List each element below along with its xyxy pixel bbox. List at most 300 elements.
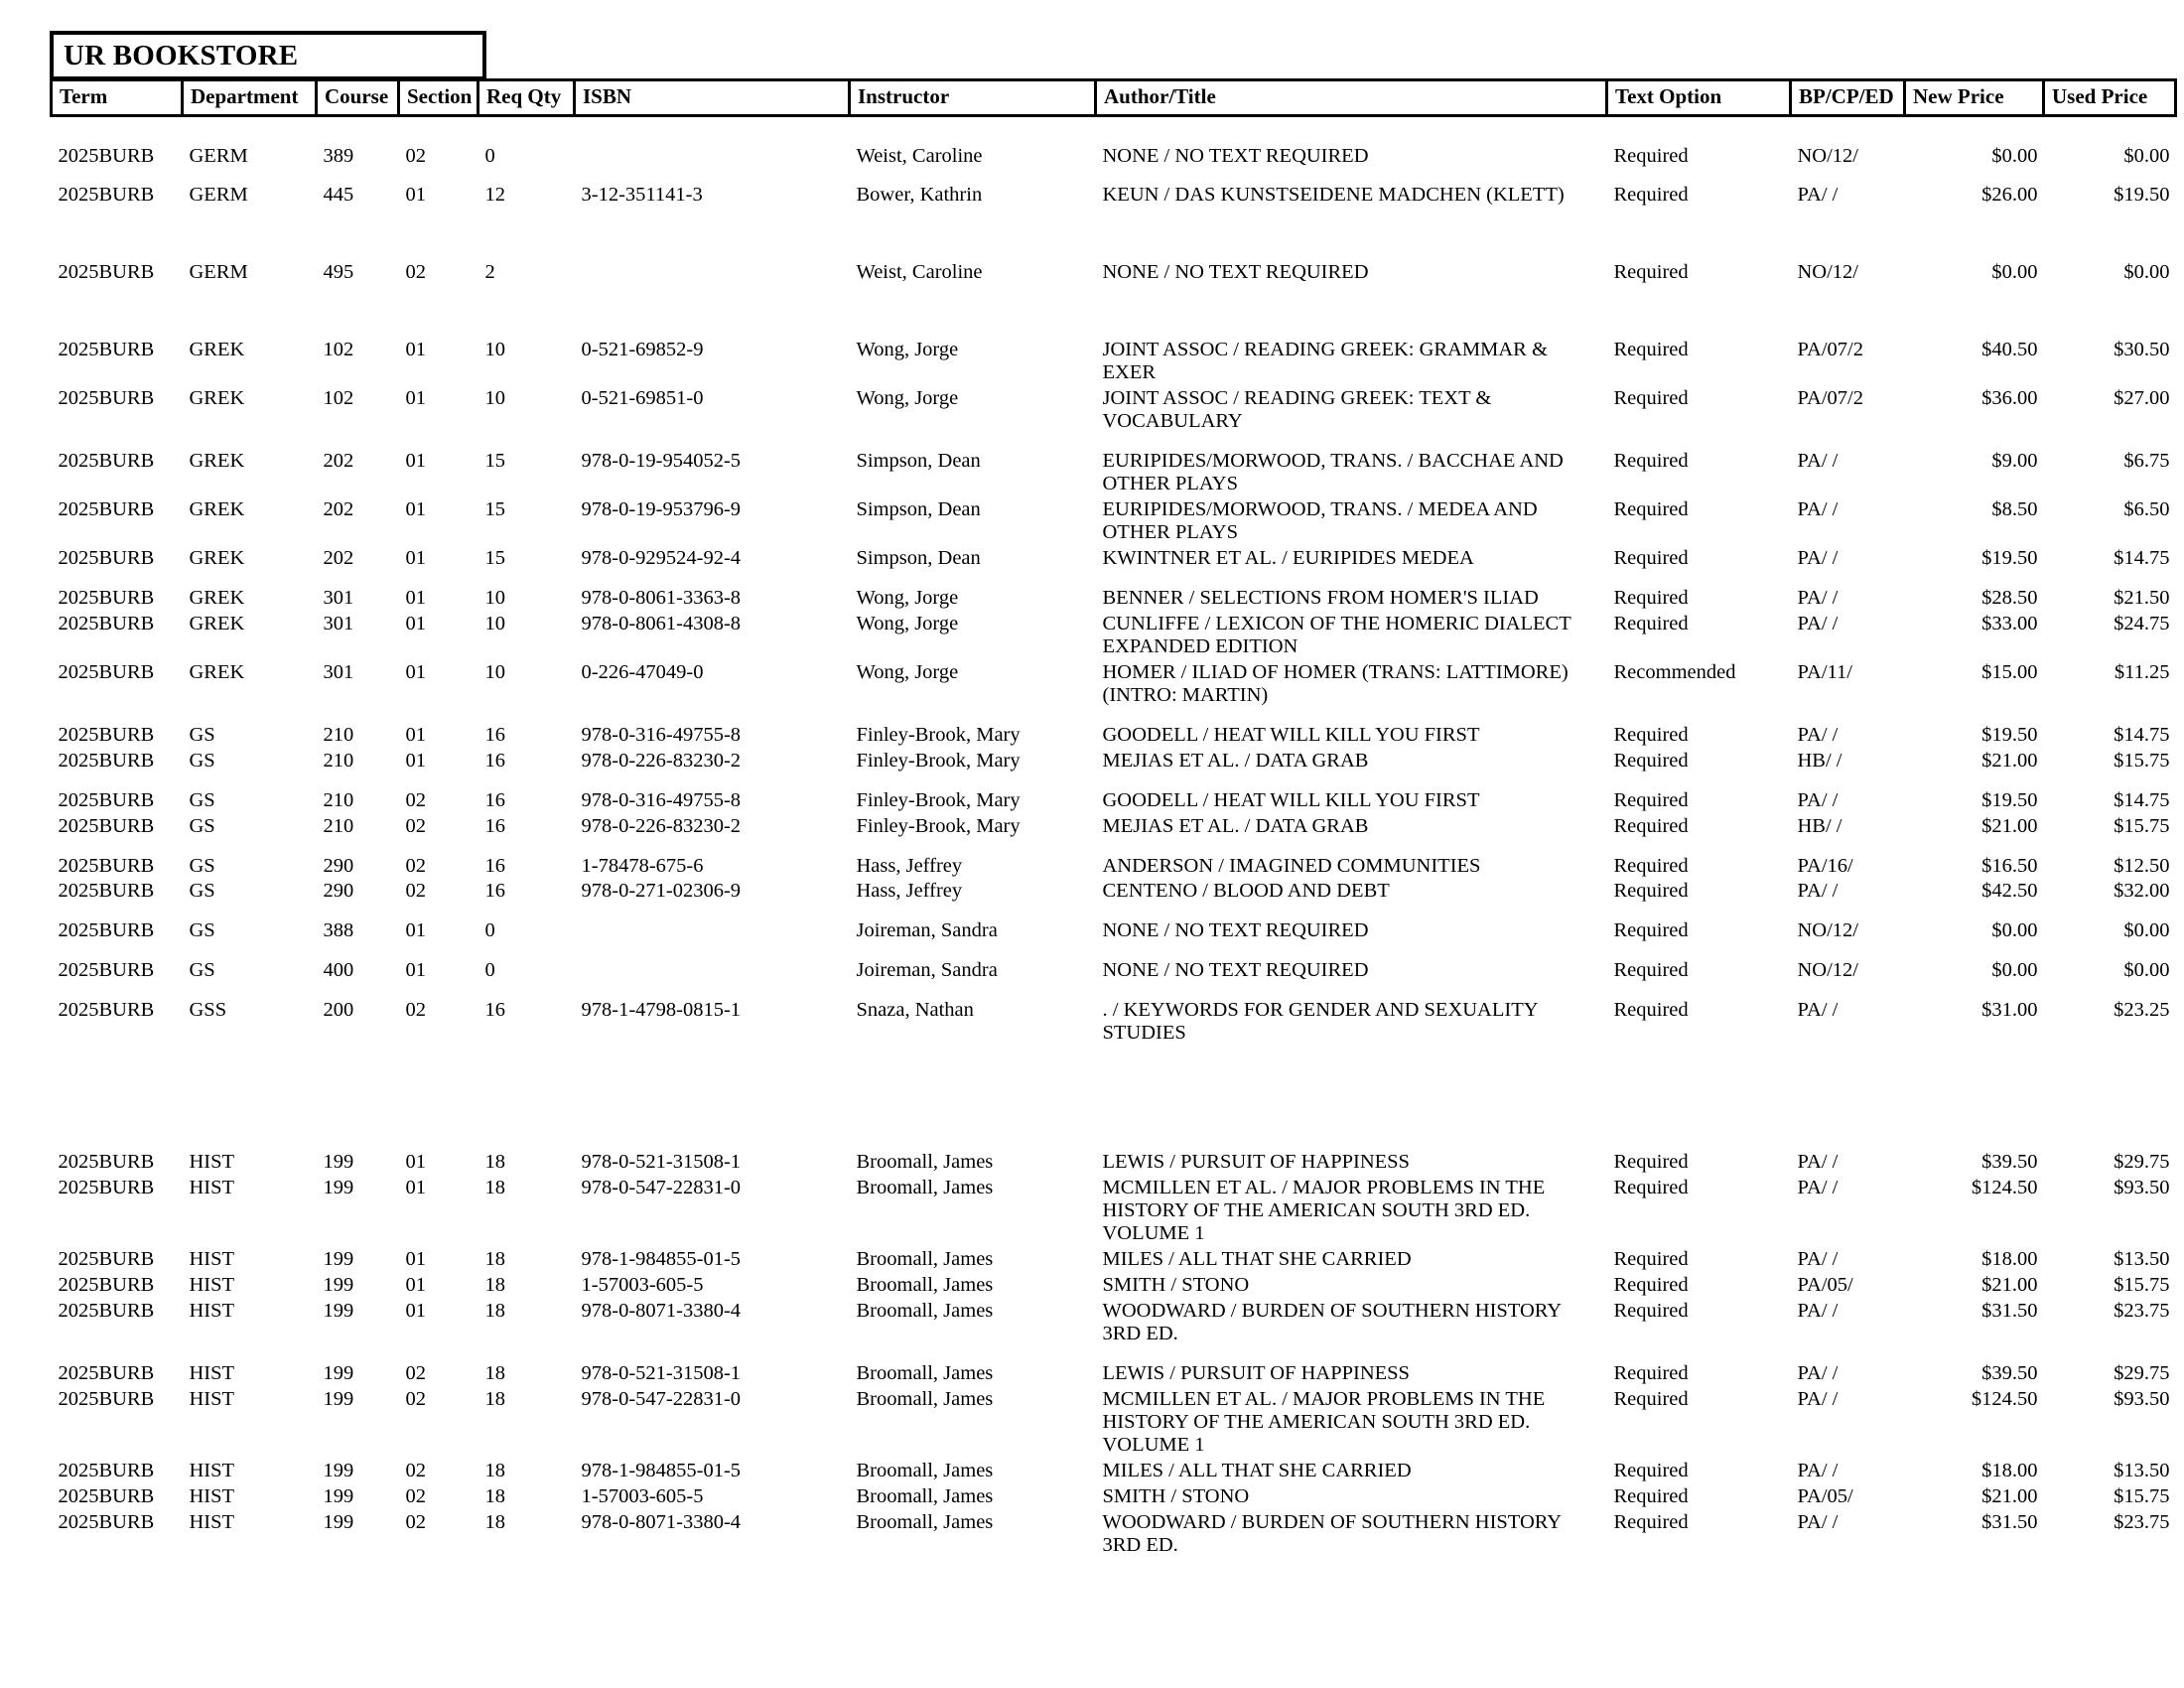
cell-author-title: HOMER / ILIAD OF HOMER (TRANS: LATTIMORE) (INTRO: MARTIN) [1102, 660, 1569, 706]
table-row [52, 916, 2176, 942]
cell-used-price: $14.75 [2114, 723, 2170, 746]
cell-department: GS [189, 749, 215, 772]
row-spacer [52, 433, 2176, 447]
cell-req-qty: 18 [484, 1361, 505, 1384]
cell-text-option: Required [1613, 586, 1689, 609]
cell-instructor: Simpson, Dean [856, 546, 981, 569]
cell-instructor: Wong, Jorge [856, 387, 959, 410]
cell-course: 202 [323, 546, 354, 569]
cell-bp-cp-ed: PA/ / [1797, 1151, 1839, 1174]
row-spacer-cell [52, 903, 2176, 916]
cell-used-price: $0.00 [2123, 144, 2170, 167]
table-row [52, 1271, 2176, 1297]
cell-author-title: JOINT ASSOC / READING GREEK: GRAMMAR & EXER [1102, 339, 1548, 384]
cell-term: 2025BURB [58, 919, 155, 942]
cell-isbn [575, 142, 850, 168]
cell-isbn: 978-1-984855-01-5 [581, 1459, 742, 1481]
cell-department: GS [189, 919, 215, 942]
cell-instructor: Joireman, Sandra [856, 959, 998, 982]
cell-bp-cp-ed: PA/ / [1797, 546, 1839, 569]
cell-author-title: CUNLIFFE / LEXICON OF THE HOMERIC DIALECT EXPANDED EDITION [1102, 612, 1571, 657]
cell-author-title: GOODELL / HEAT WILL KILL YOU FIRST [1102, 788, 1480, 811]
cell-req-qty: 10 [484, 586, 505, 609]
cell-instructor: Joireman, Sandra [856, 919, 998, 942]
cell-section: 01 [405, 450, 426, 473]
cell-course: 210 [323, 749, 354, 772]
cell-req-qty: 10 [484, 612, 505, 634]
cell-department: HIST [189, 1387, 235, 1410]
cell-section: 02 [405, 999, 426, 1022]
cell-term: 2025BURB [58, 1299, 155, 1322]
cell-term: 2025BURB [58, 450, 155, 473]
cell-department: GERM [189, 184, 248, 207]
cell-term: 2025BURB [58, 1510, 155, 1533]
cell-text-option: Required [1613, 1361, 1689, 1384]
cell-department: GREK [189, 450, 245, 473]
cell-term: 2025BURB [58, 546, 155, 569]
cell-term: 2025BURB [58, 1361, 155, 1384]
cell-department: GREK [189, 387, 245, 410]
row-spacer [52, 116, 2176, 142]
cell-req-qty: 18 [484, 1459, 505, 1481]
cell-author-title: JOINT ASSOC / READING GREEK: TEXT & VOCABULARY [1102, 387, 1492, 433]
table-row [52, 1482, 2176, 1508]
cell-author-title: . / KEYWORDS FOR GENDER AND SEXUALITY STUDIES [1102, 999, 1538, 1045]
row-spacer [52, 1045, 2176, 1148]
cell-author-title: LEWIS / PURSUIT OF HAPPINESS [1102, 1151, 1410, 1174]
cell-text-option: Required [1613, 1387, 1689, 1410]
cell-text-option: Required [1613, 1248, 1689, 1271]
cell-used-price: $29.75 [2114, 1151, 2170, 1174]
cell-used-price: $15.75 [2114, 814, 2170, 837]
cell-new-price: $31.00 [1981, 999, 2038, 1022]
column-header-isbn: ISBN [575, 80, 850, 116]
cell-text-option: Required [1613, 387, 1689, 410]
cell-author-title: ANDERSON / IMAGINED COMMUNITIES [1102, 854, 1481, 877]
cell-isbn: 1-57003-605-5 [581, 1274, 704, 1296]
cell-req-qty: 18 [484, 1484, 505, 1507]
cell-req-qty: 16 [484, 880, 505, 903]
cell-bp-cp-ed: PA/16/ [1797, 854, 1853, 877]
row-spacer-cell [52, 116, 2176, 142]
row-spacer-cell [52, 942, 2176, 956]
textbook-adoption-table [50, 78, 2177, 1556]
cell-department: HIST [189, 1151, 235, 1174]
cell-used-price: $15.75 [2114, 1484, 2170, 1507]
cell-term: 2025BURB [58, 1151, 155, 1174]
cell-req-qty: 18 [484, 1510, 505, 1533]
cell-text-option: Required [1613, 1510, 1689, 1533]
cell-text-option: Required [1613, 498, 1689, 521]
row-spacer [52, 570, 2176, 584]
cell-section: 01 [405, 1274, 426, 1296]
cell-isbn: 978-0-316-49755-8 [581, 788, 742, 811]
cell-instructor: Finley-Brook, Mary [856, 814, 1021, 837]
cell-text-option: Required [1613, 880, 1689, 903]
cell-author-title: MILES / ALL THAT SHE CARRIED [1102, 1459, 1412, 1481]
cell-term: 2025BURB [58, 723, 155, 746]
cell-used-price: $6.75 [2123, 450, 2170, 473]
cell-bp-cp-ed: NO/12/ [1797, 261, 1858, 284]
row-spacer-cell [52, 773, 2176, 786]
row-spacer-cell [52, 207, 2176, 258]
cell-text-option: Required [1613, 723, 1689, 746]
cell-term: 2025BURB [58, 1387, 155, 1410]
cell-section: 02 [405, 880, 426, 903]
cell-text-option: Required [1613, 546, 1689, 569]
cell-new-price: $31.50 [1981, 1299, 2038, 1322]
cell-req-qty: 18 [484, 1387, 505, 1410]
cell-isbn: 978-0-521-31508-1 [581, 1361, 742, 1384]
row-spacer [52, 838, 2176, 852]
cell-instructor: Broomall, James [856, 1299, 994, 1322]
cell-bp-cp-ed: PA/ / [1797, 498, 1839, 521]
cell-isbn: 3-12-351141-3 [581, 184, 703, 207]
cell-text-option: Required [1613, 1484, 1689, 1507]
cell-bp-cp-ed: PA/ / [1797, 880, 1839, 903]
cell-used-price: $15.75 [2114, 749, 2170, 772]
cell-author-title: NONE / NO TEXT REQUIRED [1102, 959, 1369, 982]
row-spacer [52, 707, 2176, 721]
cell-text-option: Required [1613, 854, 1689, 877]
cell-used-price: $27.00 [2114, 387, 2170, 410]
cell-used-price: $23.25 [2114, 999, 2170, 1022]
cell-bp-cp-ed: PA/05/ [1797, 1484, 1853, 1507]
cell-course: 290 [323, 854, 354, 877]
column-header-author-title: Author/Title [1096, 80, 1607, 116]
cell-isbn: 978-0-8061-3363-8 [581, 586, 742, 609]
cell-department: HIST [189, 1459, 235, 1481]
cell-department: GREK [189, 586, 245, 609]
table-row [52, 658, 2176, 707]
cell-course: 199 [323, 1151, 354, 1174]
cell-author-title: EURIPIDES/MORWOOD, TRANS. / BACCHAE AND OTHER PLAYS [1102, 450, 1564, 495]
cell-instructor: Finley-Brook, Mary [856, 788, 1021, 811]
cell-new-price: $36.00 [1981, 387, 2038, 410]
cell-course: 400 [323, 959, 354, 982]
cell-term: 2025BURB [58, 1484, 155, 1507]
cell-isbn: 978-0-19-953796-9 [581, 498, 742, 521]
cell-course: 199 [323, 1248, 354, 1271]
cell-bp-cp-ed: PA/ / [1797, 1387, 1839, 1410]
table-row [52, 584, 2176, 610]
cell-department: HIST [189, 1177, 235, 1199]
row-spacer [52, 1345, 2176, 1359]
cell-text-option: Required [1613, 1177, 1689, 1199]
cell-isbn: 978-0-8071-3380-4 [581, 1510, 742, 1533]
cell-author-title: CENTENO / BLOOD AND DEBT [1102, 880, 1390, 903]
cell-isbn: 978-0-8071-3380-4 [581, 1299, 742, 1322]
cell-used-price: $12.50 [2114, 854, 2170, 877]
cell-term: 2025BURB [58, 184, 155, 207]
table-row [52, 1508, 2176, 1557]
cell-term: 2025BURB [58, 387, 155, 410]
cell-req-qty: 12 [484, 184, 505, 207]
row-spacer-cell [52, 433, 2176, 447]
cell-used-price: $0.00 [2123, 261, 2170, 284]
table-row [52, 747, 2176, 773]
cell-instructor: Wong, Jorge [856, 339, 959, 361]
cell-used-price: $19.50 [2114, 184, 2170, 207]
cell-instructor: Broomall, James [856, 1361, 994, 1384]
cell-bp-cp-ed: PA/11/ [1797, 660, 1852, 683]
cell-section: 02 [405, 1361, 426, 1384]
table-row [52, 384, 2176, 433]
cell-req-qty: 16 [484, 788, 505, 811]
cell-req-qty: 10 [484, 387, 505, 410]
cell-new-price: $26.00 [1981, 184, 2038, 207]
cell-new-price: $0.00 [1991, 261, 2038, 284]
cell-section: 01 [405, 546, 426, 569]
row-spacer-cell [52, 982, 2176, 996]
cell-text-option: Required [1613, 1299, 1689, 1322]
cell-text-option: Required [1613, 814, 1689, 837]
cell-author-title: LEWIS / PURSUIT OF HAPPINESS [1102, 1361, 1410, 1384]
cell-text-option: Required [1613, 959, 1689, 982]
cell-isbn: 978-0-547-22831-0 [581, 1387, 742, 1410]
cell-course: 495 [323, 261, 354, 284]
cell-section: 01 [405, 339, 426, 361]
cell-new-price: $33.00 [1981, 612, 2038, 634]
table-row [52, 956, 2176, 982]
cell-bp-cp-ed: PA/ / [1797, 1459, 1839, 1481]
cell-section: 01 [405, 919, 426, 942]
cell-term: 2025BURB [58, 1248, 155, 1271]
row-spacer [52, 773, 2176, 786]
table-row [52, 1385, 2176, 1457]
cell-author-title: MCMILLEN ET AL. / MAJOR PROBLEMS IN THE HISTORY OF THE AMERICAN SOUTH 3RD ED. VOLUME 1 [1102, 1387, 1546, 1456]
table-row [52, 812, 2176, 838]
cell-isbn: 0-226-47049-0 [581, 660, 704, 683]
cell-section: 01 [405, 1177, 426, 1199]
cell-new-price: $18.00 [1981, 1459, 2038, 1481]
cell-course: 301 [323, 612, 354, 634]
cell-course: 301 [323, 660, 354, 683]
table-row [52, 786, 2176, 812]
cell-used-price: $13.50 [2114, 1248, 2170, 1271]
cell-isbn [575, 956, 850, 982]
cell-course: 445 [323, 184, 354, 207]
cell-new-price: $40.50 [1981, 339, 2038, 361]
cell-isbn: 978-0-521-31508-1 [581, 1151, 742, 1174]
cell-bp-cp-ed: PA/ / [1797, 612, 1839, 634]
cell-section: 01 [405, 1248, 426, 1271]
cell-text-option: Recommended [1613, 660, 1736, 683]
cell-department: HIST [189, 1299, 235, 1322]
cell-req-qty: 18 [484, 1248, 505, 1271]
cell-new-price: $0.00 [1991, 919, 2038, 942]
cell-author-title: KEUN / DAS KUNSTSEIDENE MADCHEN (KLETT) [1102, 184, 1565, 207]
cell-used-price: $15.75 [2114, 1274, 2170, 1296]
cell-course: 199 [323, 1510, 354, 1533]
cell-department: GS [189, 854, 215, 877]
cell-used-price: $6.50 [2123, 498, 2170, 521]
cell-bp-cp-ed: NO/12/ [1797, 919, 1858, 942]
cell-instructor: Weist, Caroline [856, 144, 983, 167]
cell-course: 199 [323, 1274, 354, 1296]
table-row [52, 544, 2176, 570]
cell-isbn: 978-0-929524-92-4 [581, 546, 742, 569]
cell-section: 02 [405, 144, 426, 167]
cell-section: 02 [405, 854, 426, 877]
cell-course: 202 [323, 450, 354, 473]
row-spacer [52, 982, 2176, 996]
cell-isbn: 978-0-547-22831-0 [581, 1177, 742, 1199]
cell-req-qty: 0 [484, 144, 495, 167]
cell-department: GERM [189, 261, 248, 284]
cell-term: 2025BURB [58, 854, 155, 877]
cell-used-price: $13.50 [2114, 1459, 2170, 1481]
cell-term: 2025BURB [58, 880, 155, 903]
row-spacer [52, 903, 2176, 916]
cell-course: 199 [323, 1361, 354, 1384]
cell-bp-cp-ed: PA/ / [1797, 1361, 1839, 1384]
column-header-req-qty: Req Qty [478, 80, 575, 116]
cell-department: HIST [189, 1484, 235, 1507]
cell-course: 199 [323, 1484, 354, 1507]
cell-isbn: 978-0-271-02306-9 [581, 880, 742, 903]
cell-isbn [575, 916, 850, 942]
cell-bp-cp-ed: PA/07/2 [1797, 387, 1863, 410]
cell-text-option: Required [1613, 749, 1689, 772]
cell-isbn [575, 258, 850, 284]
cell-bp-cp-ed: HB/ / [1797, 749, 1843, 772]
cell-used-price: $23.75 [2114, 1299, 2170, 1322]
cell-author-title: SMITH / STONO [1102, 1274, 1250, 1296]
cell-section: 02 [405, 788, 426, 811]
cell-text-option: Required [1613, 999, 1689, 1022]
cell-used-price: $0.00 [2123, 919, 2170, 942]
cell-instructor: Broomall, James [856, 1387, 994, 1410]
cell-used-price: $23.75 [2114, 1510, 2170, 1533]
cell-isbn: 0-521-69852-9 [581, 339, 704, 361]
cell-text-option: Required [1613, 339, 1689, 361]
cell-author-title: NONE / NO TEXT REQUIRED [1102, 144, 1369, 167]
cell-section: 01 [405, 959, 426, 982]
cell-bp-cp-ed: NO/12/ [1797, 144, 1858, 167]
column-header-department: Department [183, 80, 317, 116]
row-spacer [52, 284, 2176, 336]
cell-author-title: BENNER / SELECTIONS FROM HOMER'S ILIAD [1102, 586, 1539, 609]
row-spacer [52, 942, 2176, 956]
table-row [52, 447, 2176, 495]
cell-new-price: $0.00 [1991, 959, 2038, 982]
cell-bp-cp-ed: PA/ / [1797, 1299, 1839, 1322]
cell-department: GS [189, 959, 215, 982]
cell-instructor: Broomall, James [856, 1151, 994, 1174]
cell-author-title: MEJIAS ET AL. / DATA GRAB [1102, 814, 1369, 837]
table-row [52, 1148, 2176, 1174]
cell-used-price: $93.50 [2114, 1387, 2170, 1410]
cell-instructor: Broomall, James [856, 1510, 994, 1533]
cell-bp-cp-ed: PA/ / [1797, 723, 1839, 746]
row-spacer-cell [52, 1045, 2176, 1148]
cell-req-qty: 18 [484, 1299, 505, 1322]
row-spacer-cell [52, 838, 2176, 852]
cell-isbn: 1-57003-605-5 [581, 1484, 704, 1507]
cell-term: 2025BURB [58, 144, 155, 167]
cell-bp-cp-ed: PA/ / [1797, 184, 1839, 207]
cell-term: 2025BURB [58, 498, 155, 521]
cell-new-price: $9.00 [1991, 450, 2038, 473]
cell-section: 02 [405, 261, 426, 284]
row-spacer-cell [52, 707, 2176, 721]
cell-new-price: $19.50 [1981, 788, 2038, 811]
row-spacer [52, 167, 2176, 181]
cell-course: 199 [323, 1459, 354, 1481]
cell-new-price: $0.00 [1991, 144, 2038, 167]
cell-new-price: $16.50 [1981, 854, 2038, 877]
cell-bp-cp-ed: PA/ / [1797, 586, 1839, 609]
cell-course: 102 [323, 339, 354, 361]
cell-bp-cp-ed: PA/ / [1797, 1510, 1839, 1533]
cell-req-qty: 18 [484, 1274, 505, 1296]
cell-used-price: $29.75 [2114, 1361, 2170, 1384]
column-header-course: Course [317, 80, 399, 116]
cell-new-price: $19.50 [1981, 546, 2038, 569]
cell-req-qty: 2 [484, 261, 495, 284]
cell-course: 210 [323, 814, 354, 837]
cell-course: 199 [323, 1299, 354, 1322]
cell-text-option: Required [1613, 612, 1689, 634]
column-header-bp-cp-ed: BP/CP/ED [1791, 80, 1905, 116]
cell-instructor: Wong, Jorge [856, 586, 959, 609]
table-header [52, 80, 2176, 116]
cell-req-qty: 16 [484, 854, 505, 877]
cell-course: 388 [323, 919, 354, 942]
cell-instructor: Broomall, James [856, 1459, 994, 1481]
cell-department: HIST [189, 1248, 235, 1271]
cell-section: 01 [405, 184, 426, 207]
table-row [52, 258, 2176, 284]
cell-term: 2025BURB [58, 814, 155, 837]
cell-course: 290 [323, 880, 354, 903]
cell-req-qty: 10 [484, 339, 505, 361]
cell-isbn: 0-521-69851-0 [581, 387, 704, 410]
cell-used-price: $14.75 [2114, 546, 2170, 569]
cell-text-option: Required [1613, 1274, 1689, 1296]
table-row [52, 181, 2176, 207]
cell-department: GREK [189, 498, 245, 521]
cell-course: 389 [323, 144, 354, 167]
column-header-instructor: Instructor [850, 80, 1096, 116]
cell-isbn: 978-1-4798-0815-1 [581, 999, 742, 1022]
cell-term: 2025BURB [58, 660, 155, 683]
cell-req-qty: 15 [484, 450, 505, 473]
cell-new-price: $42.50 [1981, 880, 2038, 903]
table-row [52, 721, 2176, 747]
cell-new-price: $124.50 [1971, 1387, 2038, 1410]
cell-req-qty: 18 [484, 1177, 505, 1199]
cell-author-title: NONE / NO TEXT REQUIRED [1102, 261, 1369, 284]
cell-course: 301 [323, 586, 354, 609]
cell-section: 02 [405, 1387, 426, 1410]
cell-isbn: 1-78478-675-6 [581, 854, 704, 877]
cell-department: GREK [189, 339, 245, 361]
cell-course: 210 [323, 788, 354, 811]
table-row [52, 336, 2176, 384]
cell-used-price: $30.50 [2114, 339, 2170, 361]
cell-section: 01 [405, 586, 426, 609]
table-row [52, 1359, 2176, 1385]
cell-section: 01 [405, 749, 426, 772]
cell-author-title: MILES / ALL THAT SHE CARRIED [1102, 1248, 1412, 1271]
cell-req-qty: 15 [484, 546, 505, 569]
cell-course: 199 [323, 1387, 354, 1410]
cell-author-title: SMITH / STONO [1102, 1484, 1250, 1507]
cell-instructor: Simpson, Dean [856, 450, 981, 473]
cell-section: 01 [405, 612, 426, 634]
